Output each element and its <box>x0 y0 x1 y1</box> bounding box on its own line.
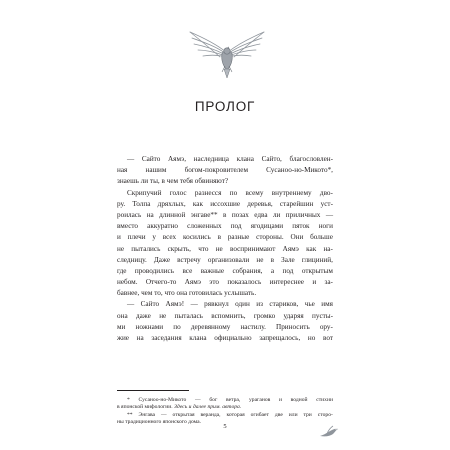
text-line: следницу. Даже встречу организовали не в Зале глициний, <box>117 255 333 264</box>
footnote-line: в японской мифологии. Здесь и далее прим. автора. <box>117 404 242 411</box>
text-line: и плечи у всех косились в разные стороны. Они больше <box>117 233 333 242</box>
text-line: ми ножнами по деревянному настилу. Приносить ору- <box>117 322 333 331</box>
text-line: — Сайто Аямэ, наследница клана Сайто, благословлен- <box>127 155 333 163</box>
text-line: вместо аккуратно сложенных под ягодицами пяток ноги <box>117 222 333 231</box>
footnote-divider <box>117 390 189 391</box>
text-line: не пытались скрыть, что не воспринимают Аямэ как на- <box>117 244 333 253</box>
text-line: знаешь ли ты, в чем тебя обвиняют? <box>117 177 229 186</box>
text-line: ру. Толпа дряхлых, как иссохшие деревья, старейшин уст- <box>117 199 333 208</box>
text-line: небом. Отчего-то Аямэ это показалось интереснее и за- <box>117 278 333 287</box>
main-text <box>117 154 333 344</box>
flying-bird-emblem-icon <box>186 28 266 80</box>
footnote-line: * Сусаноо-но-Микото — бог ветра, ураганов и водной стихии <box>127 397 333 403</box>
footnote-line: ** Энгава — открытая веранда, которая огибает две или три сторо- <box>127 411 333 418</box>
text-line: где проводились все важные собрания, а под открытым <box>117 266 333 275</box>
text-line: — Сайто Аямэ! — рявкнул один из стариков, чье имя <box>127 300 333 309</box>
text-line: Скрипучий голос разнесся по всему внутреннему дво- <box>127 188 333 197</box>
page-number: 5 <box>223 423 227 430</box>
text-line: роилась на длинной энгаве** в позах едва ли приличных — <box>117 210 333 219</box>
chapter-title: ПРОЛОГ <box>194 99 256 114</box>
text-line: она даже не пыталась вспомнить, громко ударяя пусты- <box>117 311 333 320</box>
text-line: жие на заседания клана официально запрещалось, но вот <box>117 334 333 342</box>
footnote-line: ны традиционного японского дома. <box>117 419 202 426</box>
text-line: ная нашим богом-покровителем Сусаноо-но-Микото*, <box>117 166 333 175</box>
text-line: бавнее, чем то, что она готовилась услышать. <box>117 289 257 298</box>
small-bird-icon <box>318 424 340 440</box>
